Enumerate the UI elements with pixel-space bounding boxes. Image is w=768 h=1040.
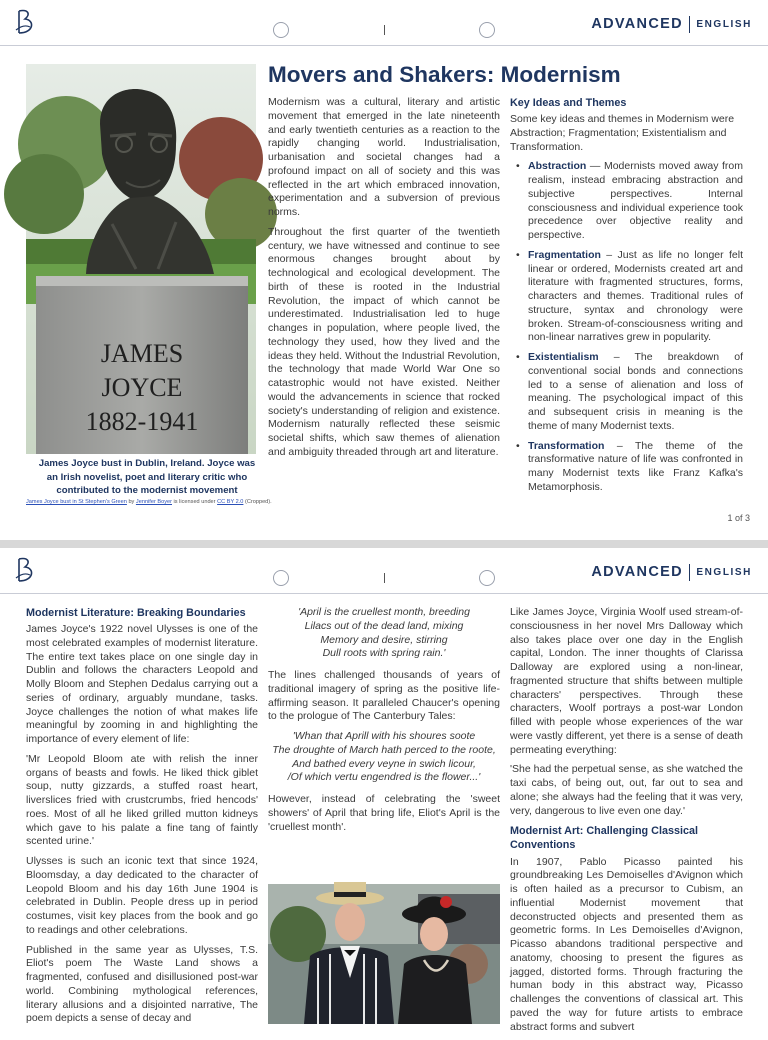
page-header <box>0 0 768 46</box>
however-paragraph: However, instead of celebrating the 'sweet showers' of April that bring life, Eliot's April is the 'cruellest month'. <box>268 793 500 833</box>
bloomsday-paragraph: Ulysses is such an iconic text that since 1924, Bloomsday, a day dedicated to the character of Leopold Bloom and his day 16th June 1904 is celebrated in Dublin. People dress up in period costumes, visit key places from the book and go to readings and other celebrations. <box>26 855 258 936</box>
key-ideas-heading: Key Ideas and Themes <box>510 97 627 109</box>
plaque-name-last: JOYCE <box>101 373 183 402</box>
lines-paragraph: The lines challenged thousands of years of traditional imagery of spring as the positive life-affirming season. It paralleled Chaucer's opening to the prologue of The Canterbury Tales: <box>268 669 500 723</box>
woolf-art-column <box>510 606 743 1040</box>
intro-column <box>268 96 500 466</box>
joyce-bust-photo <box>26 64 256 454</box>
brand-logo <box>591 14 752 34</box>
art-heading: Modernist Art: Challenging Classical Conventions <box>510 825 698 852</box>
key-ideas-intro: Some key ideas and themes in Modernism were Abstraction; Fragmentation; Existentialism and Transformation. <box>510 113 735 153</box>
center-mark <box>384 573 385 583</box>
key-ideas-column <box>510 96 743 501</box>
punch-hole-icon <box>273 22 289 38</box>
page-separator <box>0 540 768 548</box>
waste-land-quote: 'April is the cruellest month, breeding Lilacs out of the dead land, mixing Memory and desire, stirring Dull roots with spring rain.' <box>298 606 470 660</box>
ulysses-paragraph: James Joyce's 1922 novel Ulysses is one of the most celebrated examples of modernist literature. The entire text takes place on one single day in Dublin and follows the characters Leopold and Molly Bloom and Stephen Dedalus carrying out a series of ordinary, arguably mundane, tasks. Joyce challenges the notion of what makes life meaningful by zooming in and highlighting the importance of every element of life: <box>26 623 258 746</box>
chaucer-quote: 'Whan that Aprill with his shoures soote The droughte of March hath perced to the roote, And bathed every veyne in swich licour, /Of which vertu engendred is the flower...' <box>272 730 496 784</box>
waste-land-paragraph: Published in the same year as Ulysses, T.S. Eliot's poem The Waste Land shows a fragmented, confused and disillusioned post-war world. Combining mythological references, literary allusions and a disjointed narrative, The poem depicts a sense of decay and <box>26 943 258 1025</box>
brand-logo <box>591 562 752 582</box>
literature-heading: Modernist Literature: Breaking Boundaries <box>26 607 246 619</box>
brand-name: ADVANCED <box>591 16 683 32</box>
list-item-existentialism: • Existentialism – The breakdown of conventional social bonds and connections led to a sense of alienation and loss of meaning. The psychological impact of this and subsequent crisis in meaning is the theme of many Modernist texts. <box>510 351 743 434</box>
photo-credit: James Joyce bust in St Stephen's Green by Jennifer Boyer is licensed under CC BY 2.0 (Cropped). <box>26 499 272 505</box>
page-two <box>0 548 768 1033</box>
plaque-dates: 1882-1941 <box>85 407 199 436</box>
list-item-transformation: • Transformation – The theme of the transformative nature of life was confronted in many Modernist texts like Franz Kafka's Metamorphosis. <box>510 440 743 495</box>
page-number: 1 of 3 <box>727 513 750 523</box>
photo-caption: James Joyce bust in Dublin, Ireland. Joyce was an Irish novelist, poet and literary critic who contributed to the modernist movement <box>38 458 256 497</box>
brand-subtitle: ENGLISH <box>696 18 752 30</box>
intro-paragraph: Modernism was a cultural, literary and artistic movement that emerged in the late nineteenth and early twentieth centuries as a reaction to the rapidly changing world. Industrialisation, urbanisation and societal changes had a profound impact on all of society and this was reflected in the art which embraced innovation, experimentation and a subversion of previous norms. <box>268 96 500 218</box>
page-header <box>0 548 768 594</box>
list-item-abstraction: • Abstraction — Modernists moved away from realism, instead embracing abstraction and subjective perspectives. Internal consciousness and individual experience took precedence over objective reality and perspective. <box>510 160 743 243</box>
b-logo-icon <box>14 556 38 584</box>
key-ideas-list <box>510 160 743 494</box>
credit-link-author[interactable]: Jennifer Boyer <box>135 499 172 505</box>
picasso-paragraph: In 1907, Pablo Picasso painted his groundbreaking Les Demoiselles d'Avignon which is often hailed as a precursor to Cubism, an influential Modernist movement that deconstructed objects and presented them as geometric forms. In Les Demoiselles d'Avignon, Picasso abandons traditional perspective and anatomy, choosing to present the figures as jagged, distorted forms. Through fracturing the human body in this abstract way, Picasso challenges the conventions of classical art. This paved the way for future artists to embrace abstract forms and subvert <box>510 855 743 1033</box>
punch-hole-icon <box>479 22 495 38</box>
center-mark <box>384 25 385 35</box>
credit-link-license[interactable]: CC BY 2.0 <box>217 499 244 505</box>
brand-subtitle: ENGLISH <box>696 566 752 578</box>
plaque-name-first: JAMES <box>100 339 184 368</box>
bloomsday-photo <box>268 884 500 1024</box>
woolf-paragraph: Like James Joyce, Virginia Woolf used stream-of-consciousness in her novel Mrs Dalloway which also takes place over one day in the English capital, London. The inner thoughts of Clarissa Dalloway are explored using a non-linear, fragmented structure that shifts between multiple characters' perspectives. Through these characters, Woolf portrays a post-war London filled with people whose experiences of the war were vastly different, yet there is a sense of death permeating everything: <box>510 606 743 756</box>
poetry-column <box>268 606 500 840</box>
literature-column <box>26 606 258 1032</box>
industrial-paragraph: Throughout the first quarter of the twentieth century, we have witnessed and continue to see enormous changes brought about by technological and ecological development. The birth of these is rooted in the Industrial Revolution, the impact of which cannot be underestimated. Industrialisation led to huge changes in population, where people lived, the technology they used, how they lived and the ideas they held. Without the Industrial Revolution, the technology that made World War One so catastrophic would not have existed. Neither would the advancements in science that rocked society's understanding of religion and existence. Modernism naturally reflected these seismic societal shifts, which saw themes of alienation and ambiguity threaded through art and literature. <box>268 225 500 458</box>
credit-link-photo[interactable]: James Joyce bust in St Stephen's Green <box>26 499 127 505</box>
list-item-fragmentation: • Fragmentation – Just as life no longer felt linear or ordered, Modernists created art and literature with fragmented structures, forms, characters and themes. Traditional rules of structure, syntax and chronology were broken. Stream-of-consciousness writing and non-linear narratives grew in popularity. <box>510 249 743 345</box>
bloom-quote: 'Mr Leopold Bloom ate with relish the inner organs of beasts and fowls. He liked thick giblet soup, nutty gizzards, a stuffed roast heart, liverslices fried with crustcrumbs, fried hencods' roes. Most of all he liked grilled mutton kidneys which gave to his palate a fine tang of faintly scented urine.' <box>26 752 258 848</box>
woolf-quote: 'She had the perpetual sense, as she watched the taxi cabs, of being out, out, far out to sea and alone; she always had the feeling that it was very, very, dangerous to live even one day.' <box>510 763 743 817</box>
brand-name: ADVANCED <box>591 564 683 580</box>
punch-hole-icon <box>479 570 495 586</box>
punch-hole-icon <box>273 570 289 586</box>
page-title: Movers and Shakers: Modernism <box>268 62 621 87</box>
b-logo-icon <box>14 8 38 36</box>
